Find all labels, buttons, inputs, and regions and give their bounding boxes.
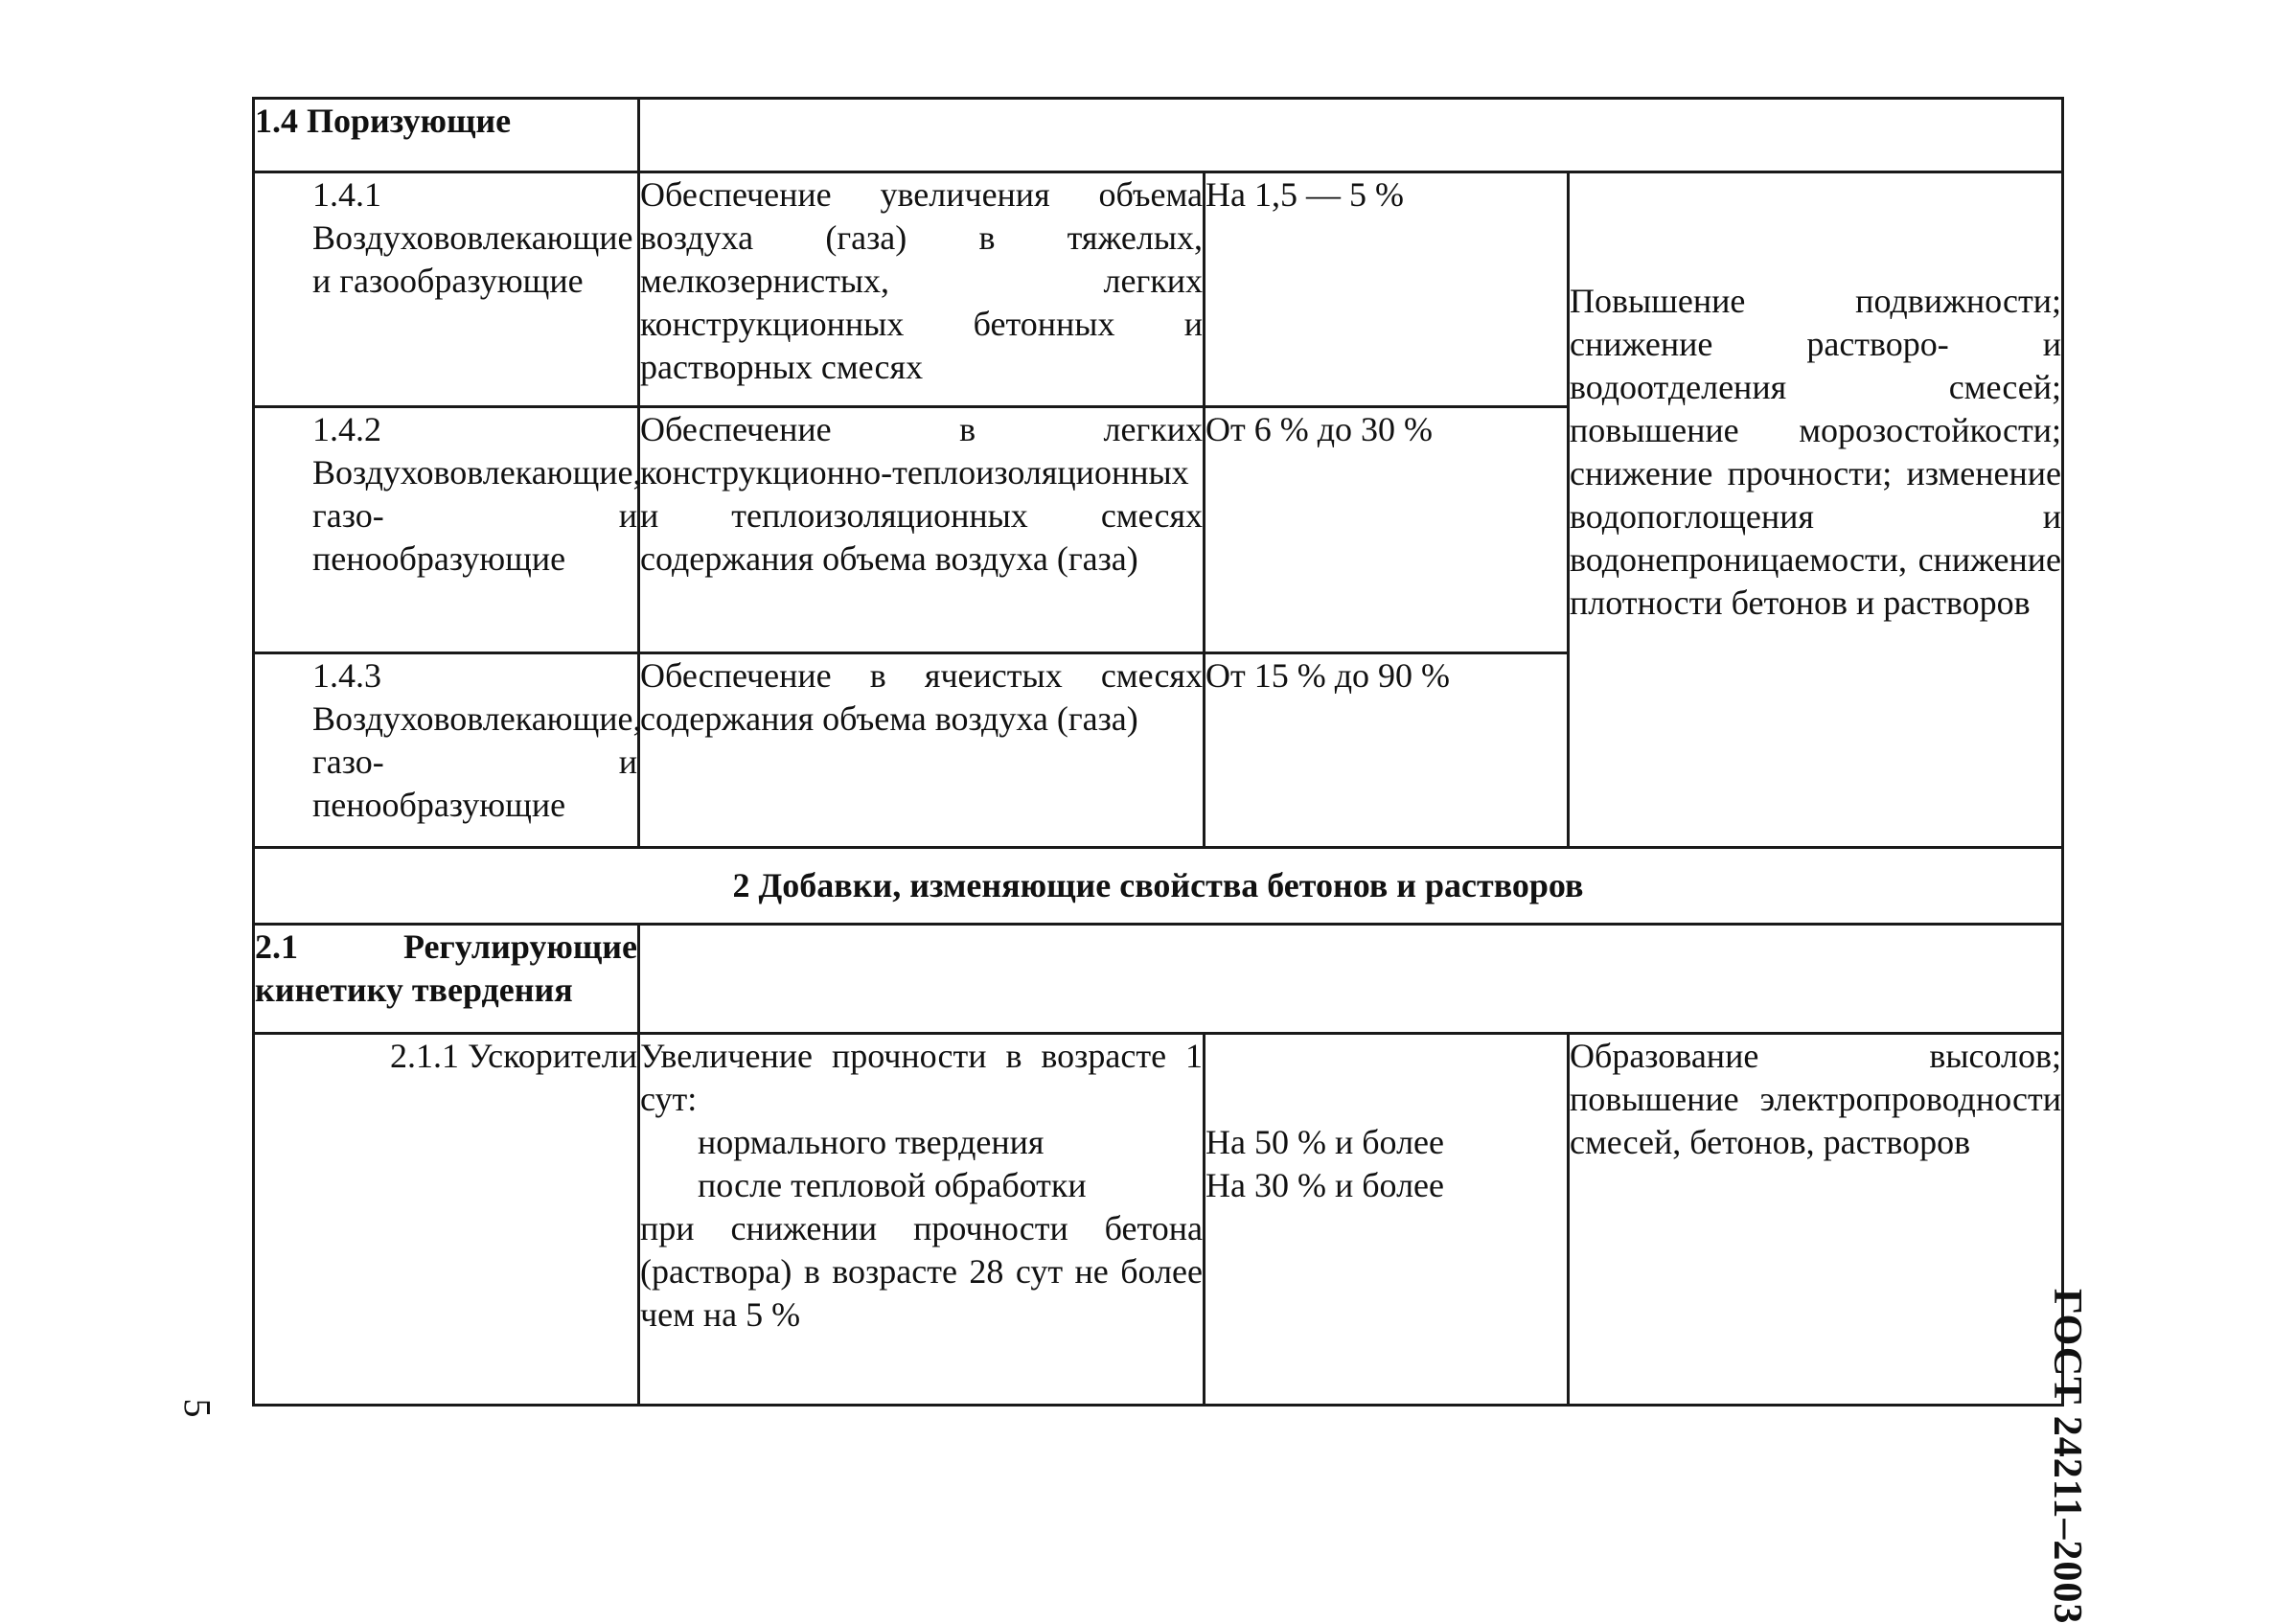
row-1-4-2-value-cell bbox=[1205, 407, 1569, 653]
row-2-1-1-purpose-intro: Увеличение прочности в возрасте 1 сут: bbox=[640, 1037, 1203, 1118]
row-1-4-3-value: От 15 % до 90 % bbox=[1205, 656, 1451, 695]
section-2-1-title: 2.1 Регулирующие кинетику твердения bbox=[254, 925, 639, 1034]
row-2-1-1-side-effects-cell bbox=[1569, 1034, 2063, 1406]
row-2-1-1-value-2: На 30 % и более bbox=[1205, 1166, 1444, 1204]
row-1-4-3-purpose: Обеспечение в ячеистых смесях содержания объема воздуха (газа) bbox=[640, 656, 1203, 738]
row-1-4-1-name: 1.4.1 Воздухововлекающие и газообразующие bbox=[312, 175, 633, 300]
row-2-1-1-name-cell bbox=[254, 1034, 639, 1406]
row-1-4-3-name-cell bbox=[254, 653, 642, 848]
row-2-1-1-value-cell bbox=[1205, 1034, 1569, 1406]
row-1-4-1-value: На 1,5 — 5 % bbox=[1205, 175, 1404, 214]
row-1-4-3-name: 1.4.3 Воздухововлекающие, газо- и пенообразующие bbox=[312, 656, 642, 824]
section-1-4-title: 1.4 Поризующие bbox=[254, 99, 639, 172]
page-number: 5 bbox=[175, 1398, 219, 1418]
row-2-1-1-purpose-item-1: нормального твердения bbox=[698, 1123, 1045, 1161]
row-2-1-1-name: 2.1.1 Ускорители bbox=[389, 1037, 637, 1075]
additives-table bbox=[252, 97, 2064, 1407]
row-1-4-2-name: 1.4.2 Воздухововлекающие, газо- и пенообразующие bbox=[312, 410, 642, 578]
section-1-4-side-effects: Повышение подвижности; снижение растворо- и водоотделения смесей; повышение морозостойкости; снижение прочности; изменение водопоглощения и водонепроницаемости, снижение плотности бетонов и растворов bbox=[1570, 282, 2061, 622]
row-1-4-1-purpose-cell bbox=[639, 172, 1205, 407]
row-1-4-3-purpose-cell bbox=[639, 653, 1205, 848]
document-code: ГОСТ 24211–2003 bbox=[2045, 1289, 2089, 1624]
row-1-4-1-name-cell bbox=[254, 172, 639, 407]
row-2-1-1-purpose-tail: при снижении прочности бетона (раствора) в возрасте 28 сут не более чем на 5 % bbox=[640, 1209, 1203, 1334]
row-1-4-1-value-cell bbox=[1205, 172, 1569, 407]
row-1-4-2-purpose-cell bbox=[639, 407, 1205, 653]
empty-cell bbox=[639, 925, 2063, 1034]
section-2-title: 2 Добавки, изменяющие свойства бетонов и растворов bbox=[254, 848, 2063, 925]
row-2-1-1-side-effects: Образование высолов; повышение электропроводности смесей, бетонов, растворов bbox=[1570, 1037, 2061, 1161]
row-2-1-1-purpose-item-2: после тепловой обработки bbox=[698, 1166, 1087, 1204]
row-2-1-1-value-1: На 50 % и более bbox=[1205, 1123, 1444, 1161]
row-1-4-3-value-cell bbox=[1205, 653, 1569, 848]
section-1-4-side-effects-cell bbox=[1569, 172, 2063, 848]
empty-cell bbox=[639, 99, 2063, 172]
row-1-4-2-value: От 6 % до 30 % bbox=[1205, 410, 1434, 448]
row-2-1-1-purpose-cell bbox=[639, 1034, 1205, 1406]
row-1-4-2-name-cell bbox=[254, 407, 642, 653]
row-1-4-2-purpose: Обеспечение в легких конструкционно-теплоизоляционных и теплоизоляционных смесях содержания объема воздуха (газа) bbox=[640, 410, 1203, 578]
row-1-4-1-purpose: Обеспечение увеличения объема воздуха (газа) в тяжелых, мелкозернистых, легких конструкционных бетонных и растворных смесях bbox=[640, 175, 1203, 386]
